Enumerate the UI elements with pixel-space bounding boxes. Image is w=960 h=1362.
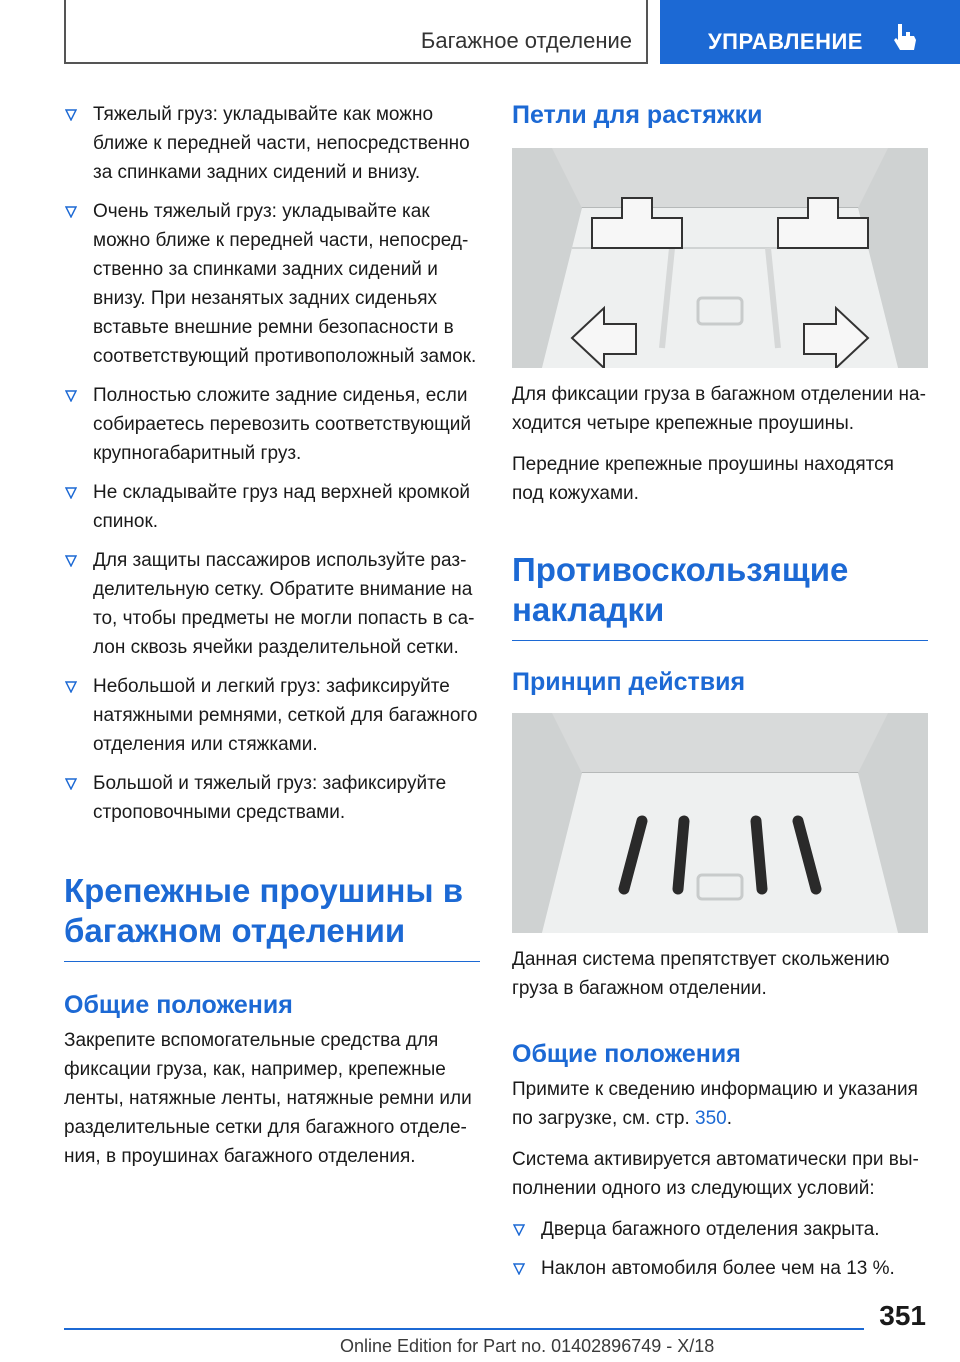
loading-bullet-list bbox=[64, 100, 480, 827]
subheading-general-right: Общие положения bbox=[512, 1040, 741, 1068]
triangle-bullet-icon bbox=[65, 778, 77, 790]
list-item: Полностью сложите задние сиденья, если собираетесь перевозить соответствующий крупногабаритный груз. bbox=[64, 381, 480, 468]
list-item: Для защиты пассажиров используйте разделительную сетку. Обратите внимание на то, чтобы предметы не могли попасть в салон сквозь ячейки разделительной сетки. bbox=[64, 546, 480, 662]
header-section-box bbox=[64, 0, 648, 64]
list-item: Дверца багажного отделения закрыта. bbox=[512, 1215, 928, 1244]
footer-edition-text: Online Edition for Part no. 01402896749 - X/18 bbox=[340, 1336, 715, 1356]
list-item: Большой и тяжелый груз: зафиксируйте строповочными средствами. bbox=[64, 769, 480, 827]
subheading-lashing-loops: Петли для растяжки bbox=[512, 101, 763, 129]
triangle-bullet-icon bbox=[65, 109, 77, 121]
conditions-bullet-list bbox=[512, 1215, 928, 1283]
section-heading-lashing-eyes: Крепежные проушины в багажном отделении bbox=[64, 871, 480, 962]
list-item: Тяжелый груз: укладывайте как можно ближе к передней части, непосредственно за спинками задних сидений и внизу. bbox=[64, 100, 480, 187]
general-paragraph: Закрепите вспомогательные средства для фиксации груза, как, например, крепежные ленты, натяжные ленты, натяжные ремни или разделительные сетки для багажного отделения, в проушинах багажного отделения. bbox=[64, 1030, 472, 1167]
triangle-bullet-icon bbox=[65, 555, 77, 567]
general-paragraph-1: Примите к сведению информацию и указания по загрузке, см. стр. 350. bbox=[512, 1079, 918, 1129]
triangle-bullet-icon bbox=[65, 487, 77, 499]
page-reference-link[interactable]: 350 bbox=[695, 1108, 727, 1129]
trunk-lashing-eyes-image bbox=[512, 148, 928, 368]
pointing-hand-icon bbox=[892, 22, 918, 52]
left-column bbox=[64, 100, 480, 1183]
triangle-bullet-icon bbox=[513, 1263, 525, 1275]
principle-paragraph: Данная система препятствует скольжению груза в багажном отделении. bbox=[512, 949, 890, 999]
chapter-title: УПРАВЛЕНИЕ bbox=[708, 29, 863, 54]
triangle-bullet-icon bbox=[65, 390, 77, 402]
footer-divider bbox=[64, 1328, 864, 1330]
page-number: 351 bbox=[879, 1300, 926, 1331]
lashing-paragraph-1: Для фиксации груза в багажном отделении находится четыре крепежные проушины. bbox=[512, 384, 926, 434]
section-heading-antislip: Противоскользящие накладки bbox=[512, 550, 928, 641]
list-item: Очень тяжелый груз: укладывайте как можно ближе к передней части, непосредственно за спинками задних сидений и внизу. При незанятых задних сиденьях вставьте внешние ремни безопасности в соответствующий противоположный замок. bbox=[64, 197, 480, 371]
list-item: Не складывайте груз над верхней кромкой спинок. bbox=[64, 478, 480, 536]
section-title: Багажное отделение bbox=[420, 28, 632, 53]
list-item: Наклон автомобиля более чем на 13 %. bbox=[512, 1254, 928, 1283]
triangle-bullet-icon bbox=[513, 1224, 525, 1236]
trunk-antislip-mats-image bbox=[512, 713, 928, 933]
triangle-bullet-icon bbox=[65, 681, 77, 693]
subheading-principle: Принцип действия bbox=[512, 668, 746, 696]
general-paragraph-2: Система активируется автоматически при выполнении одного из следующих условий: bbox=[512, 1149, 919, 1199]
header-chapter-tab[interactable] bbox=[660, 0, 960, 64]
list-item: Небольшой и легкий груз: зафиксируйте натяжными ремнями, сеткой для багажного отделения или стяжками. bbox=[64, 672, 480, 759]
lashing-paragraph-2: Передние крепежные проушины находятся под кожухами. bbox=[512, 454, 894, 504]
right-column bbox=[512, 100, 928, 1293]
subheading-general: Общие положения bbox=[64, 991, 293, 1019]
triangle-bullet-icon bbox=[65, 206, 77, 218]
